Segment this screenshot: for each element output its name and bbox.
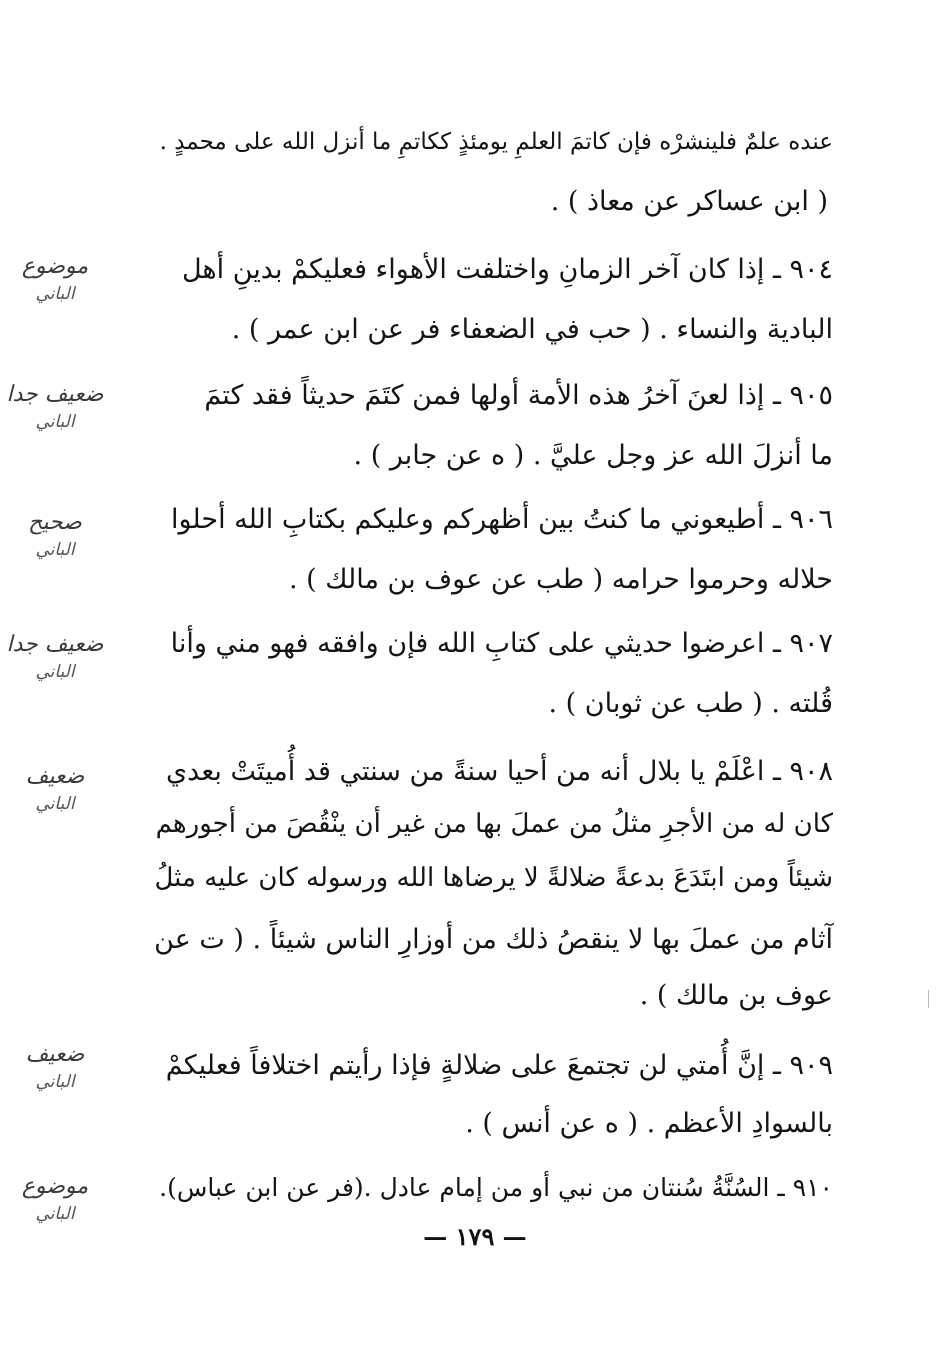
intro-line-2: ( ابن عساكر عن معاذ ) . — [550, 186, 828, 217]
hadith-908-line-2: كان له من الأجرِ مثلُ من عملَ بها من غير أن ينْقُصَ من أجورهم — [155, 809, 833, 839]
hadith-908-line-4: آثام من عملَ بها لا ينقصُ ذلك من أوزارِ الناس شيئاً . ( ت عن — [154, 924, 833, 955]
margin-note-908 — [0, 762, 110, 816]
margin-note-904 — [0, 252, 110, 306]
margin-note-910 — [0, 1172, 110, 1226]
note-source: الباني — [35, 412, 75, 432]
hadith-906-line-2: حلاله وحرموا حرامه ( طب عن عوف بن مالك ) . — [289, 564, 833, 595]
hadith-907-line-1: ٩٠٧ ـ اعرضوا حديثي على كتابِ الله فإن وافقه فهو مني وأنا — [170, 628, 833, 659]
note-grade: ضعيف — [25, 1042, 85, 1067]
note-grade: موضوع — [21, 254, 89, 279]
note-grade: ضعيف — [25, 764, 85, 789]
note-source: الباني — [35, 1072, 75, 1092]
hadith-904-line-2: البادية والنساء . ( حب في الضعفاء فر عن ابن عمر ) . — [231, 314, 833, 345]
note-source: الباني — [35, 1204, 75, 1224]
page-number: — ١٧٩ — — [423, 1222, 527, 1251]
intro-line-1: عنده علمٌ فلينشرْه فإن كاتمَ العلمِ يومئذٍ ككاتمِ ما أنزل الله على محمدٍ . — [159, 129, 833, 155]
note-source: الباني — [35, 540, 75, 560]
hadith-908-line-1: ٩٠٨ ـ اعْلَمْ يا بلال أنه من أحيا سنةً من سنتي قد أُميتَتْ بعدي — [166, 756, 833, 787]
hadith-908-line-5: عوف بن مالك ) . — [639, 980, 833, 1011]
hadith-909-line-1: ٩٠٩ ـ إنَّ أُمتي لن تجتمعَ على ضلالةٍ فإذا رأيتم اختلافاً فعليكمْ — [165, 1050, 833, 1081]
hadith-907-line-2: قُلته . ( طب عن ثوبان ) . — [548, 688, 833, 719]
hadith-905-line-1: ٩٠٥ ـ إذا لعنَ آخرُ هذه الأمة أولها فمن كتَمَ حديثاً فقد كتمَ — [204, 380, 833, 411]
note-grade: صحيح — [28, 510, 82, 535]
note-grade: موضوع — [21, 1174, 89, 1199]
hadith-904-line-1: ٩٠٤ ـ إذا كان آخر الزمانِ واختلفت الأهواء فعليكمْ بدينِ أهل — [181, 254, 833, 285]
margin-note-905 — [0, 380, 110, 434]
note-source: الباني — [35, 794, 75, 814]
margin-note-909 — [0, 1040, 110, 1094]
note-grade: ضعيف جدا — [6, 382, 104, 407]
note-source: الباني — [35, 284, 75, 304]
margin-tick-mark — [928, 990, 929, 1008]
hadith-910-line-1: ٩١٠ ـ السُنَّةُ سُنتان من نبي أو من إمام عادل .(فر عن ابن عباس). — [159, 1173, 833, 1202]
hadith-909-line-2: بالسوادِ الأعظم . ( ه عن أنس ) . — [465, 1108, 833, 1139]
margin-note-906 — [0, 508, 110, 562]
note-source: الباني — [35, 662, 75, 682]
margin-note-907 — [0, 630, 110, 684]
hadith-905-line-2: ما أنزلَ الله عز وجل عليَّ . ( ه عن جابر ) . — [353, 440, 833, 471]
hadith-908-line-3: شيئاً ومن ابتَدَعَ بدعةً ضلالةً لا يرضاها الله ورسوله كان عليه مثلُ — [154, 863, 833, 893]
note-grade: ضعيف جدا — [6, 632, 104, 657]
hadith-906-line-1: ٩٠٦ ـ أطيعوني ما كنتُ بين أظهركم وعليكم بكتابِ الله أحلوا — [170, 504, 833, 535]
